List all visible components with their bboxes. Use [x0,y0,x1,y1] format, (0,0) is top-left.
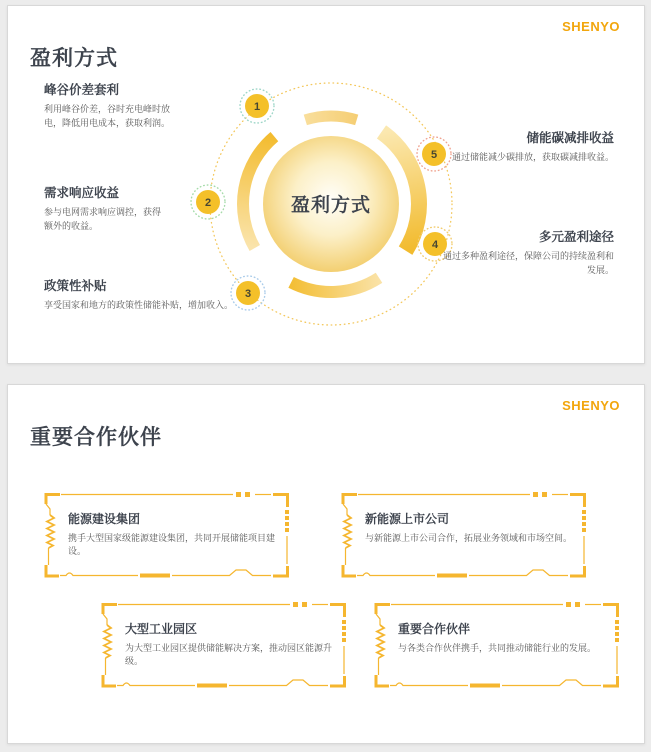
partner-card-listed-company [336,489,591,581]
card-title: 重要合作伙伴 [398,622,471,636]
badge-4-number: 4 [431,239,439,251]
badge-1 [240,89,274,123]
brand-logo: SHENYO [562,398,620,413]
item-title: 多元盈利途径 [538,230,614,244]
badge-2-number: 2 [204,197,212,209]
item-policy-subsidy [44,276,262,313]
badge-3-number: 3 [244,288,252,300]
item-desc: 利用峰谷价差，谷时充电峰时放电，降低用电成本，获取利润。 [44,104,171,128]
center-label: 盈利方式 [290,195,372,216]
item-carbon-reduction [429,128,614,165]
item-demand-response [44,183,164,233]
item-title: 储能碳减排收益 [526,131,614,145]
card-title: 大型工业园区 [125,622,198,636]
slide-key-partners[interactable] [7,384,645,744]
item-desc: 参与电网需求响应调控，获得额外的收益。 [44,207,162,231]
item-desc: 享受国家和地方的政策性储能补贴，增加收入。 [44,300,234,310]
item-desc: 通过多种盈利途径，保障公司的持续盈利和发展。 [442,251,614,275]
badge-5-number: 5 [430,149,438,161]
badge-1-number: 1 [253,101,261,113]
item-peak-valley-arbitrage [44,80,174,130]
card-desc: 携手大型国家级能源建设集团，共同开展储能项目建设。 [68,533,276,557]
card-title: 新能源上市公司 [365,512,450,526]
partner-card-energy-group [39,489,294,581]
brand-logo: SHENYO [562,19,620,34]
partner-card-industrial-park [96,599,351,691]
item-desc: 通过储能减少碳排放，获取碳减排收益。 [451,152,614,162]
page-title: 重要合作伙伴 [30,426,162,450]
card-desc: 为大型工业园区提供储能解决方案，推动园区能源升级。 [125,643,333,667]
item-title: 政策性补贴 [44,279,107,293]
page-title: 盈利方式 [30,47,118,71]
card-desc: 与各类合作伙伴携手，共同推动储能行业的发展。 [398,643,597,653]
partner-card-key-partners [369,599,624,691]
badge-2 [191,185,225,219]
card-desc: 与新能源上市公司合作，拓展业务领域和市场空间。 [365,533,573,543]
card-title: 能源建设集团 [68,512,141,526]
item-title: 峰谷价差套利 [44,83,120,97]
slide-profit-methods[interactable] [7,5,645,364]
item-diverse-profit [436,227,614,277]
item-title: 需求响应收益 [44,186,120,200]
